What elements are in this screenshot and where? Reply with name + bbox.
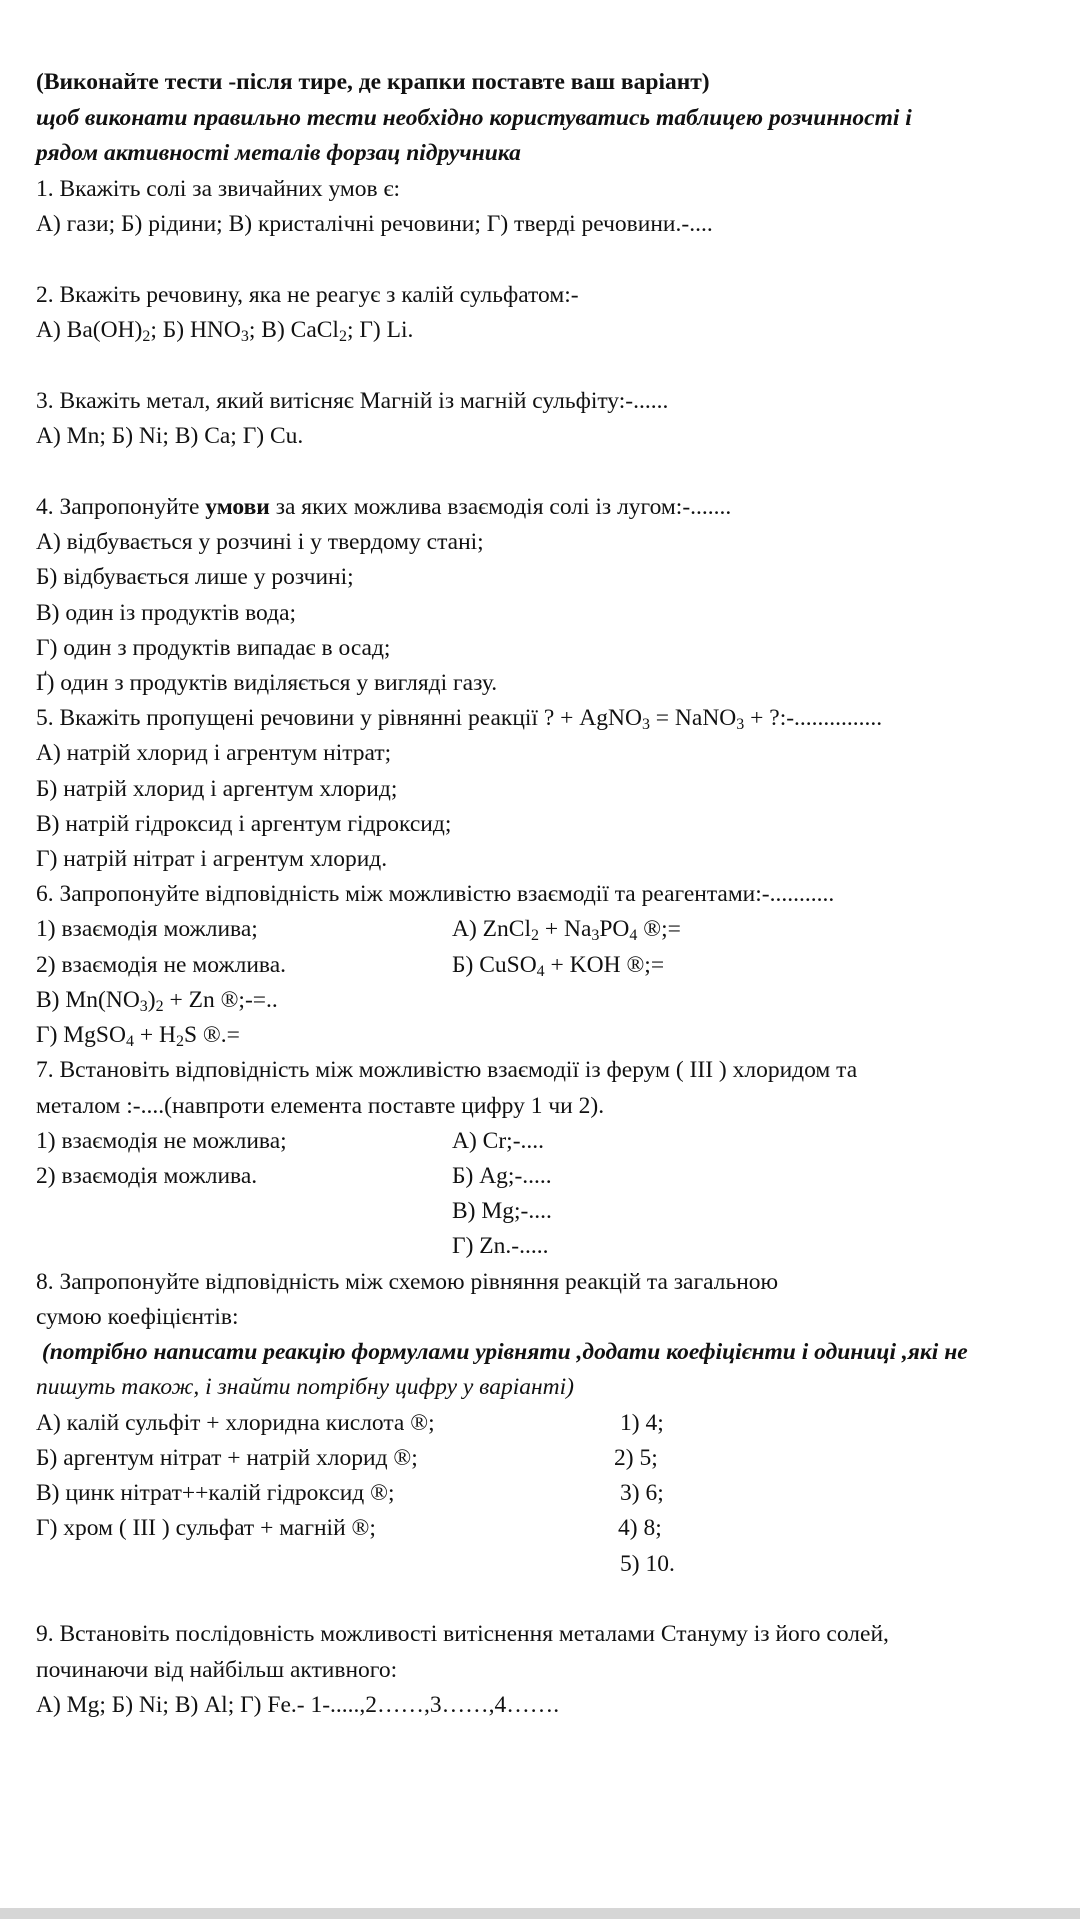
q8-question-line1: 8. Запропонуйте відповідність між схемою рівняння реакцій та загальною bbox=[36, 1269, 779, 1295]
q8-question-line2: сумою коефіцієнтів: bbox=[36, 1304, 239, 1330]
instruction-heading: (Виконайте тести -після тире, де крапки поставте ваш варіант) bbox=[36, 69, 710, 95]
q4-option: Б) відбувається лише у розчині; bbox=[36, 564, 354, 590]
q7-metal-v: В) Mg;-.... bbox=[452, 1198, 552, 1224]
q1-question: 1. Вкажіть солі за звичайних умов є: bbox=[36, 176, 401, 202]
instruction-note-line1: щоб виконати правильно тести необхідно користуватись таблицею розчинності і bbox=[36, 105, 912, 131]
q7-left-2: 2) взаємодія можлива. bbox=[36, 1163, 258, 1189]
q8-scheme-g: Г) хром ( ІІІ ) сульфат + магній ®; bbox=[36, 1515, 376, 1541]
q8-scheme-b: Б) аргентум нітрат + натрій хлорид ®; bbox=[36, 1445, 418, 1471]
page-bottom-edge bbox=[0, 1908, 1080, 1919]
q3-options: А) Mn; Б) Ni; В) Ca; Г) Cu. bbox=[36, 423, 304, 449]
q7-metal-b: Б) Ag;-..... bbox=[452, 1163, 552, 1189]
q5-option: Г) натрій нітрат і агрентум хлорид. bbox=[36, 846, 388, 872]
q8-sum-2: 2) 5; bbox=[614, 1445, 658, 1471]
q4-option: Г) один з продуктів випадає в осад; bbox=[36, 635, 391, 661]
q6-reagent-b: Б) CuSO$_4$ + KOH ®;= bbox=[452, 952, 665, 980]
q4-option: В) один із продуктів вода; bbox=[36, 600, 297, 626]
q8-scheme-v: В) цинк нітрат++калій гідроксид ®; bbox=[36, 1480, 395, 1506]
q4-option: А) відбувається у розчині і у твердому стані; bbox=[36, 529, 484, 555]
q4-option: Ґ) один з продуктів виділяється у вигляді газу. bbox=[36, 670, 498, 696]
q9-question-line1: 9. Встановіть послідовність можливості витіснення металами Стануму із його солей, bbox=[36, 1621, 889, 1647]
q6-left-1: 1) взаємодія можлива; bbox=[36, 916, 258, 942]
q1-options: А) гази; Б) рідини; В) кристалічні речовини; Г) тверді речовини.-.... bbox=[36, 211, 713, 237]
q7-question-line1: 7. Встановіть відповідність між можливістю взаємодії із ферум ( ІІІ ) хлоридом та bbox=[36, 1057, 858, 1083]
q8-hint-line1: (потрібно написати реакцію формулами урівняти ,додати коефіцієнти і одиниці ,які не bbox=[36, 1339, 968, 1365]
q7-left-1: 1) взаємодія не можлива; bbox=[36, 1128, 287, 1154]
q7-metal-g: Г) Zn.-..... bbox=[452, 1233, 549, 1259]
q6-reagent-a: А) ZnCl$_2$ + $Na_3PO_4$ ®;= bbox=[452, 916, 681, 944]
q2-options: А) $Ba(OH)_2$; Б) $HNO_3$; В) CaCl$_2$; Г) Li. bbox=[36, 317, 414, 345]
q6-reagent-g: Г) MgSO$_4$ + $H_2S$ ®.= bbox=[36, 1022, 240, 1050]
q9-options: А) Mg; Б) Ni; В) Al; Г) Fe.- 1-.....,2……,3……,4……. bbox=[36, 1692, 560, 1718]
q7-metal-a: А) Cr;-.... bbox=[452, 1128, 545, 1154]
q4-question: 4. Запропонуйте умови за яких можлива взаємодія солі із лугом:-....... bbox=[36, 494, 732, 520]
q5-option: Б) натрій хлорид і аргентум хлорид; bbox=[36, 776, 398, 802]
q6-question: 6. Запропонуйте відповідність між можливістю взаємодії та реагентами:-........... bbox=[36, 881, 835, 907]
q8-sum-4: 4) 8; bbox=[618, 1515, 662, 1541]
q5-option: А) натрій хлорид і агрентум нітрат; bbox=[36, 740, 392, 766]
q8-sum-3: 3) 6; bbox=[620, 1480, 664, 1506]
q8-sum-5: 5) 10. bbox=[620, 1551, 675, 1577]
q6-left-2: 2) взаємодія не можлива. bbox=[36, 952, 287, 978]
q8-scheme-a: А) калій сульфіт + хлоридна кислота ®; bbox=[36, 1410, 435, 1436]
q9-question-line2: починаючи від найбільш активного: bbox=[36, 1657, 398, 1683]
q5-option: В) натрій гідроксид і аргентум гідроксид; bbox=[36, 811, 452, 837]
q3-question: 3. Вкажіть метал, який витісняє Магній із магній сульфіту:-...... bbox=[36, 388, 669, 414]
q8-hint-line2: пишуть також, і знайти потрібну цифру у варіанті) bbox=[36, 1374, 574, 1400]
q2-question: 2. Вкажіть речовину, яка не реагує з калій сульфатом:- bbox=[36, 282, 579, 308]
q5-question: 5. Вкажіть пропущені речовини у рівнянні реакції ? + AgNO$_3$ = NaNO$_3$ + ?:-............... bbox=[36, 705, 883, 733]
q7-question-line2: металом :-....(навпроти елемента поставте цифру 1 чи 2). bbox=[36, 1093, 605, 1119]
q8-sum-1: 1) 4; bbox=[620, 1410, 664, 1436]
q6-reagent-v: В) $Mn(NO_3)_2 + Zn$ ®;-=.. bbox=[36, 987, 278, 1015]
instruction-note-line2: рядом активності металів форзац підручника bbox=[36, 140, 521, 166]
